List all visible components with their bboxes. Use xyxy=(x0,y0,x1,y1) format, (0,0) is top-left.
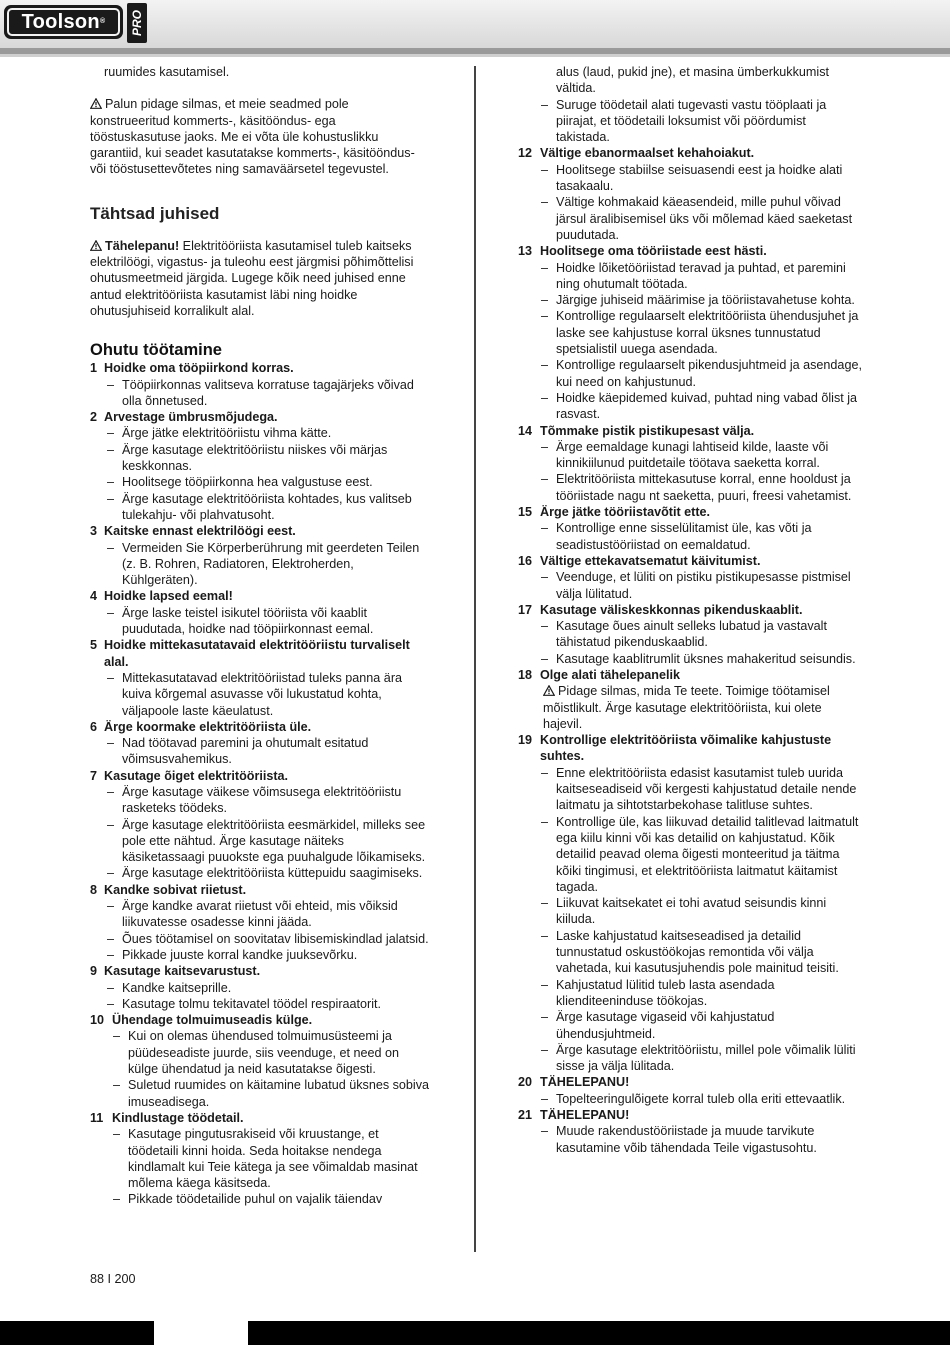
rule-item: – Kontrollige regulaarselt pikendusjuhtmeid ja asendage, kui need on kahjustunud. xyxy=(541,358,862,389)
rule-item: – Hoidke lõiketööriistad teravad ja puhtad, et paremini ning ohutumalt töötada. xyxy=(541,260,846,291)
rule-10: 10 Ühendage tolmuimuseadis külge. xyxy=(90,1013,313,1028)
header-divider-light xyxy=(0,54,950,57)
rule-item: – Vermeiden Sie Körperberührung mit geerdeten Teilen (z. B. Rohren, Radiatoren, Elektroherden, Kühlgeräten). xyxy=(107,540,420,588)
rule-item: alus (laud, pukid jne), et masina ümberkukkumist vältida. xyxy=(556,65,829,96)
rule-19: 19 Kontrollige elektritööriista võimalike kahjustuste suhtes. xyxy=(518,733,832,764)
rule-item: – Ärge kandke avarat riietust või ehteid, mis võiksid liikuvatesse osadesse kinni jääda. xyxy=(107,899,398,930)
rule-item: – Pikkade töödetailide puhul on vajalik täiendav xyxy=(113,1192,383,1207)
rule-5: 5 Hoidke mittekasutatavaid elektritööriistu turvaliselt alal. xyxy=(90,638,410,669)
rule-item: – Kandke kaitseprille. xyxy=(107,980,232,995)
rule-item: – Kahjustatud lülitid tuleb lasta asendada klienditeeninduse töökojas. xyxy=(541,977,775,1008)
rule-6: 6 Ärge koormake elektritööriista üle. xyxy=(90,719,312,734)
left-column xyxy=(90,64,430,1208)
rule-21: 21 TÄHELEPANU! xyxy=(518,1108,630,1122)
rule-2: 2 Arvestage ümbrusmõjudega. xyxy=(90,410,278,425)
pro-label: PRO xyxy=(130,10,144,37)
rule-item: – Kasutage kaablitrumlit üksnes mahakeritud seisundis. xyxy=(541,651,856,666)
rule-item: – Nad töötavad paremini ja ohutumalt esitatud võimsusvahemikus. xyxy=(107,736,369,767)
rule-3: 3 Kaitske ennast elektrilöögi eest. xyxy=(90,524,296,539)
rule-item: – Topelteeringulõigete korral tuleb olla eriti ettevaatlik. xyxy=(541,1091,846,1106)
rule-13: 13 Hoolitsege oma tööriistade eest hästi. xyxy=(518,244,767,259)
attention-label: Tähelepanu! xyxy=(105,238,180,253)
footer-bar xyxy=(0,1321,950,1345)
rule-item: – Ärge kasutage väikese võimsusega elektritööriistu rasketeks töödeks. xyxy=(107,784,402,816)
rule-item: – Ärge kasutage elektritööriista eesmärkidel, milleks see pole ette nähtud. Ärge kasutage näiteks käsiketassaagi puuokste ega puuhalgude lõikamiseks. xyxy=(107,817,426,865)
rule-9: 9 Kasutage kaitsevarustust. xyxy=(90,964,261,979)
rule-item: – Kui on olemas ühendused tolmuimusüsteemi ja püüdeseadiste juurde, siis veenduge, et need on külge ühendatud ja neid kasutatakse õigesti. xyxy=(113,1029,399,1077)
heading-safe-working: Ohutu töötamine xyxy=(90,341,222,360)
rule-item: – Ärge kasutage elektritööriista küttepuidu saagimiseks. xyxy=(107,866,423,881)
attention-paragraph xyxy=(90,238,430,319)
rule-item: – Kasutage pingutusrakiseid või kruustange, et töödetaili kinni hoida. Seda hoitakse nendega kindlamalt kui Teie kätega ja see võimaldab masinat mõlema käega käsitseda. xyxy=(113,1127,418,1191)
footer-bar-gap xyxy=(154,1321,248,1345)
intro-text: ruumides kasutamisel. xyxy=(104,65,230,79)
rule-item: – Laske kahjustatud kaitseseadised ja detailid tunnustatud oskustöökojas remontida või välja vahetada, kui kasutusjuhendis pole mainitud teisiti. xyxy=(541,928,839,976)
rule-item: – Enne elektritööriista edasist kasutamist tuleb uurida kaitseseadiseid või kergesti kahjustatud detaile nende laitmatu ja sihtotstarbekohase talitluse suhtes. xyxy=(541,765,857,813)
rule-16: 16 Vältige ettekavatsematut käivitumist. xyxy=(518,553,761,568)
rule-item: – Ärge eemaldage kunagi lahtiseid kilde, laaste või kinnikiilunud puitdetaile töötava saeketta korral. xyxy=(541,439,829,471)
rule-item: – Suruge töödetail alati tugevasti vastu tööplaati ja piirajat, et töödetaili loksumist või pöördumist takistada. xyxy=(541,97,827,145)
rule-8: 8 Kandke sobivat riietust. xyxy=(90,882,247,897)
page-header xyxy=(0,0,950,48)
rule-item: – Kasutage õues ainult selleks lubatud ja vastavalt tähistatud pikenduskaablid. xyxy=(541,619,827,650)
rule-item: – Õues töötamisel on soovitatav libisemiskindlad jalatsid. xyxy=(107,931,429,946)
warning-icon xyxy=(543,685,555,696)
rule-item: – Suletud ruumides on käitamine lubatud üksnes sobiva imuseadisega. xyxy=(113,1078,430,1109)
heading-important-instructions: Tähtsad juhised xyxy=(90,203,220,223)
rule-item: – Järgige juhiseid määrimise ja tööriistavahetuse kohta. xyxy=(541,293,855,308)
rule-18-text: Pidage silmas, mida Te teete. Toimige töötamisel mõistlikult. Ärge kasutage elektritööriista, kui olete hajevil. xyxy=(543,684,830,731)
rule-7: 7 Kasutage õiget elektritööriista. xyxy=(90,768,289,783)
rule-item: – Tööpiirkonnas valitseva korratuse tagajärjeks võivad olla õnnetused. xyxy=(107,377,414,408)
rule-18: 18 Olge alati tähelepanelik xyxy=(518,667,680,682)
brand-name: Toolson xyxy=(21,11,100,33)
rule-item: – Muude rakendustööriistade ja muude tarvikute kasutamine võib tähendada Teile vigastusohtu. xyxy=(541,1124,817,1155)
rule-item: – Ärge kasutage elektritööriistu, millel pole võimalik lüliti sisse ja välja lülitada. xyxy=(541,1042,856,1074)
rule-item: – Vältige kohmakaid käeasendeid, mille puhul võivad järsul äralibisemisel üks või mõlemad käed saeketast puudutada. xyxy=(541,195,853,242)
column-divider xyxy=(474,66,476,1252)
rule-item: – Kontrollige regulaarselt elektritööriista ühendusjuhet ja laske see kahjustuse korral üksnes tunnustatud spetsialistil uuega asendada. xyxy=(541,309,859,357)
rule-14: 14 Tõmmake pistik pistikupesast välja. xyxy=(518,423,755,438)
rule-item: – Pikkade juuste korral kandke juuksevõrku. xyxy=(107,947,358,962)
rule-item: – Elektritööriista mittekasutuse korral, enne hooldust ja tööriistade nagu nt saeketta, puuri, freesi vahetamist. xyxy=(541,472,852,503)
rule-item: – Kasutage tolmu tekitavatel töödel respiraatorit. xyxy=(107,996,382,1011)
warning-icon xyxy=(90,98,102,109)
rule-item: – Kontrollige üle, kas liikuvad detailid talitlevad laitmatult ega kiilu kinni või kas detailid on kahjustatud. Kõik detailid peavad olema õigesti monteeritud ja täitma kõiki tingimusi, et elektritööriista laitmatut käitamist tagada. xyxy=(541,814,859,894)
rule-item: – Kontrollige enne sisselülitamist üle, kas võti ja seadistustööriistad on eemaldatud. xyxy=(541,521,812,552)
rule-20: 20 TÄHELEPANU! xyxy=(518,1075,630,1090)
rule-17: 17 Kasutage väliskeskkonnas pikenduskaablit. xyxy=(518,602,803,617)
toolson-logo xyxy=(4,5,123,39)
rule-1: 1 Hoidke oma tööpiirkond korras. xyxy=(90,361,294,376)
rule-item: – Ärge laske teistel isikutel tööriista või kaablit puudutada, hoidke nad tööpiirkonnast eemal. xyxy=(107,605,374,637)
rule-item: – Ärge kasutage elektritööriistu niiskes või märjas keskkonnas. xyxy=(107,442,388,474)
warning-icon xyxy=(90,240,102,251)
rule-4: 4 Hoidke lapsed eemal! xyxy=(90,589,233,604)
rule-item: – Ärge jätke elektritööriistu vihma kätte. xyxy=(107,426,332,441)
rule-item: – Mittekasutatavad elektritööriistad tuleks panna ära kuiva kõrgemal asuvasse või lukustatud kohta, väljapoole laste käeulatust. xyxy=(107,670,403,718)
rule-item: – Veenduge, et lüliti on pistiku pistikupesasse pistmisel välja lülitatud. xyxy=(541,570,851,601)
pro-badge xyxy=(127,3,147,43)
rule-item: – Hoidke käepidemed kuivad, puhtad ning vabad õlist ja rasvast. xyxy=(541,390,858,422)
brand-registered-mark: ® xyxy=(99,18,106,25)
rule-item: – Ärge kasutage elektritööriista kohtades, kus valitseb tulekahju- või plahvatusoht. xyxy=(107,491,412,522)
attention-text: Elektritööriista kasutamisel tuleb kaitseks elektrilöögi, vigastus- ja tuleohu eest järgmisi põhimõttelisi ohutusmeetmeid järgida. Lugege kõik need juhised enne antud elektritööriista kasutamist läbi ning hoidke ohutusjuhiseid korralikult alal. xyxy=(90,238,414,318)
notice-text: Palun pidage silmas, et meie seadmed pole konstrueeritud kommerts-, käsitööndus- ega tööstuskasutuse jaoks. Me ei võta üle kohustuslikku garantiid, kui seadet kasutatakse kommerts-, käsitööndus- või tööstusettevõtetes ning samaväärsetel tegevustel. xyxy=(90,97,415,177)
right-column xyxy=(518,64,863,1156)
notice-paragraph xyxy=(90,96,430,177)
rule-15: 15 Ärge jätke tööriistavõtit ette. xyxy=(518,505,711,520)
page-number: 88 I 200 xyxy=(90,1272,136,1286)
rule-12: 12 Vältige ebanormaalset kehahoiakut. xyxy=(518,146,755,161)
rule-11: 11 Kindlustage töödetail. xyxy=(90,1110,244,1125)
rule-item: – Hoolitsege tööpiirkonna hea valgustuse eest. xyxy=(107,475,373,490)
rule-item: – Liikuvat kaitsekatet ei tohi avatud seisundis kinni kiiluda. xyxy=(541,896,827,927)
rule-item: – Ärge kasutage vigaseid või kahjustatud ühendusjuhtmeid. xyxy=(541,1010,775,1041)
rule-item: – Hoolitsege stabiilse seisuasendi eest ja hoidke alati tasakaalu. xyxy=(541,162,843,194)
